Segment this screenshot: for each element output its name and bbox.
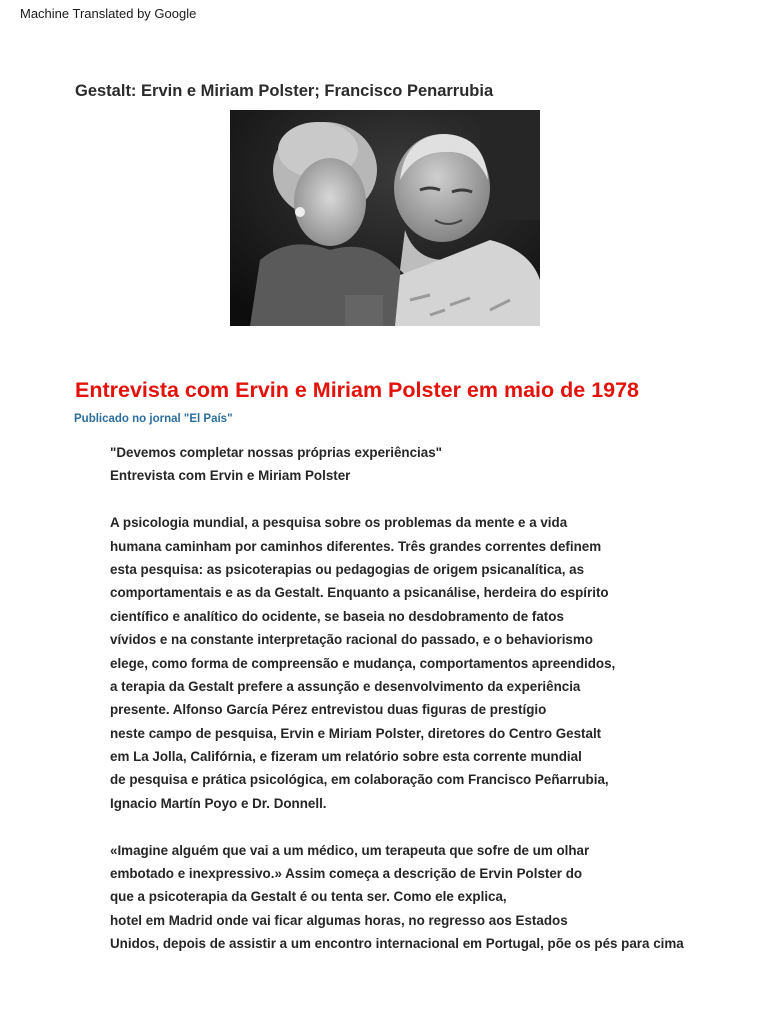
- document-title: Gestalt: Ervin e Miriam Polster; Francisco Penarrubia: [75, 82, 494, 100]
- paragraph-line: Unidos, depois de assistir a um encontro internacional em Portugal, põe os pés para cima: [110, 936, 684, 952]
- intro-subtitle: Entrevista com Ervin e Miriam Polster: [110, 468, 351, 484]
- intro-quote: "Devemos completar nossas próprias experiências": [110, 445, 442, 460]
- paragraph-line: comportamentais e as da Gestalt. Enquanto a psicanálise, herdeira do espírito: [110, 585, 609, 601]
- paragraph-line: científico e analítico do ocidente, se baseia no desdobramento de fatos: [110, 608, 564, 624]
- paragraph-line: a terapia da Gestalt prefere a assunção e desenvolvimento da experiência: [110, 678, 581, 694]
- paragraph-line: humana caminham por caminhos diferentes. Três grandes correntes definem: [110, 538, 602, 554]
- paragraph-line: «Imagine alguém que vai a um médico, um terapeuta que sofre de um olhar: [110, 842, 590, 858]
- paragraph-line: hotel em Madrid onde vai ficar algumas horas, no regresso aos Estados: [110, 912, 568, 928]
- paragraph-line: de pesquisa e prática psicológica, em colaboração com Francisco Peñarrubia,: [110, 772, 609, 788]
- publication-source: Publicado no jornal "El País": [74, 413, 233, 425]
- paragraph-line: elege, como forma de compreensão e mudança, comportamentos apreendidos,: [110, 655, 616, 671]
- paragraph-line: presente. Alfonso García Pérez entrevistou duas figuras de prestígio: [110, 702, 547, 718]
- paragraph-line: Ignacio Martín Poyo e Dr. Donnell.: [110, 795, 327, 811]
- paragraph-line: que a psicoterapia da Gestalt é ou tenta ser. Como ele explica,: [110, 889, 507, 905]
- paragraph-line: esta pesquisa: as psicoterapias ou pedagogias de origem psicanalítica, as: [110, 561, 585, 577]
- photo-illustration: [230, 110, 540, 326]
- paragraph-line: vívidos e na constante interpretação racional do passado, e o behaviorismo: [110, 632, 593, 648]
- paragraph-line: em La Jolla, Califórnia, e fizeram um relatório sobre esta corrente mundial: [110, 749, 582, 765]
- paragraph-line: A psicologia mundial, a pesquisa sobre os problemas da mente e a vida: [110, 515, 568, 531]
- paragraph-line: embotado e inexpressivo.» Assim começa a descrição de Ervin Polster do: [110, 866, 583, 882]
- machine-translation-banner: Machine Translated by Google: [20, 6, 197, 21]
- polster-photo: [230, 110, 540, 326]
- article-body: [110, 441, 760, 956]
- paragraph-line: neste campo de pesquisa, Ervin e Miriam Polster, diretores do Centro Gestalt: [110, 725, 602, 741]
- article-headline: Entrevista com Ervin e Miriam Polster em maio de 1978: [75, 378, 640, 402]
